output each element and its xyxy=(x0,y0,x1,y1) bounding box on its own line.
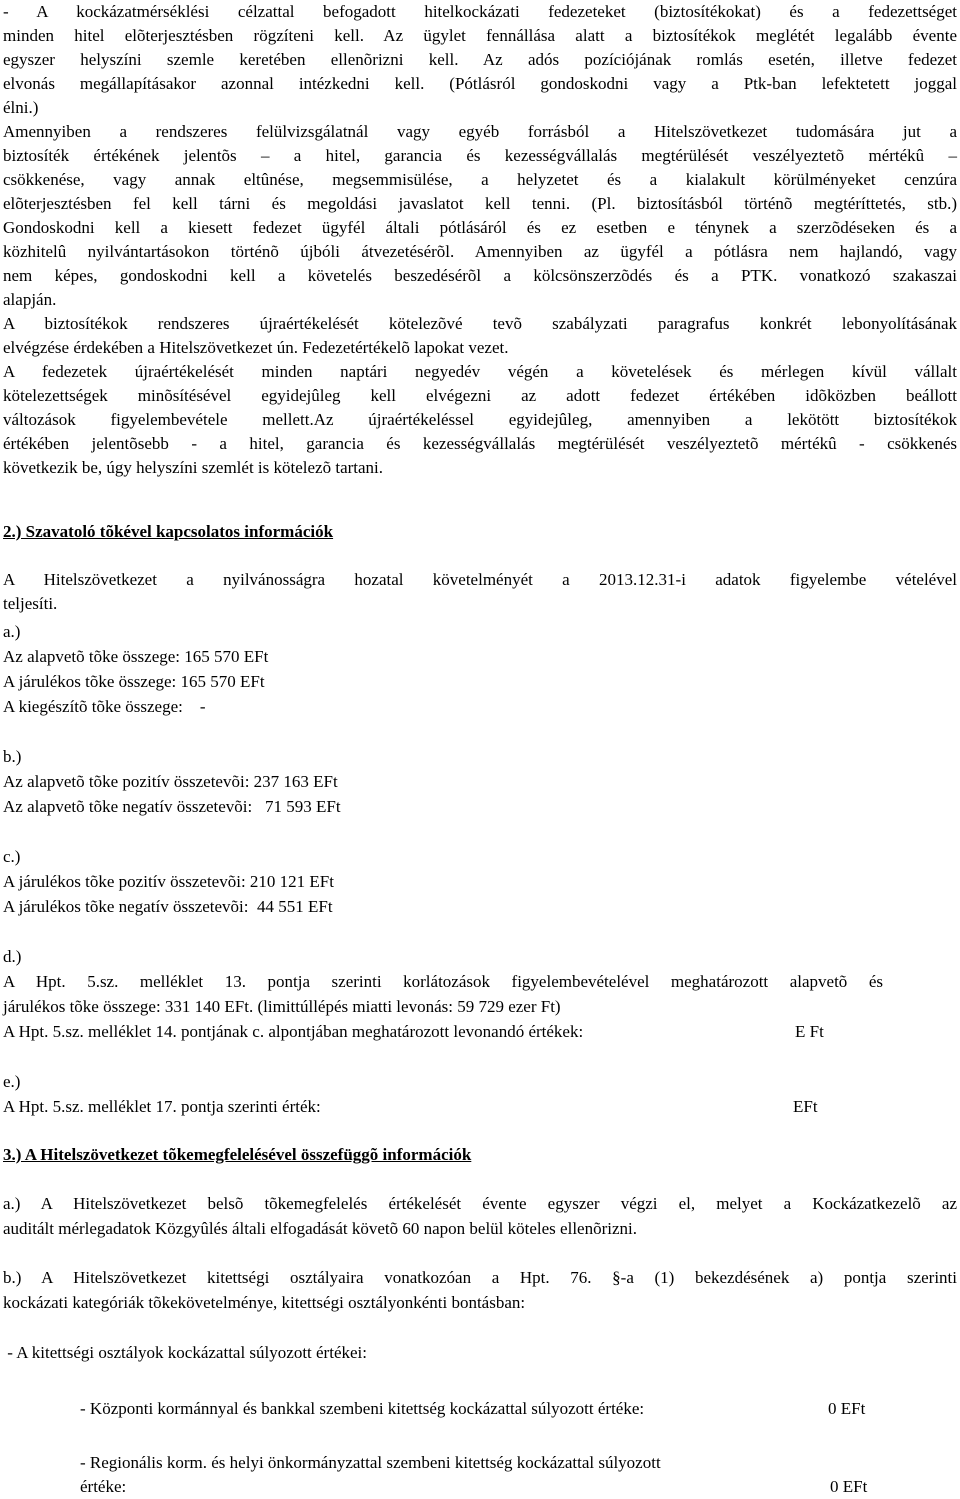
section-3-line: auditált mérlegadatok Közgyûlés általi elfogadását követõ 60 napon belül köteles ellenõrizni. xyxy=(3,1219,637,1238)
body-line: Gondoskodni kell a kiesett fedezet ügyfél általi pótlásáról és ez esetben e ténynek a szerzõdéseken és a xyxy=(3,218,957,237)
item-label-e: e.) xyxy=(3,1072,21,1091)
item-label-d: d.) xyxy=(3,947,22,966)
item-label-c: c.) xyxy=(3,847,21,866)
body-line: kötelezettségek minõsítésével egyidejûleg kell elvégezni az adott fedezet értékében idõközben beállott xyxy=(3,386,957,405)
body-line: - A kockázatmérséklési célzattal befogadott hitelkockázati fedezeteket (biztosítékokat) és a fedezettséget xyxy=(3,2,957,21)
exposure-item: - Regionális korm. és helyi önkormányzattal szembeni kitettség kockázattal súlyozott xyxy=(80,1453,661,1472)
capital-line: A járulékos tõke negatív összetevõi: 44 551 EFt xyxy=(3,897,333,916)
capital-line: A Hpt. 5.sz. melléklet 17. pontja szerinti érték: xyxy=(3,1097,321,1116)
capital-line: A kiegészítõ tõke összege: - xyxy=(3,697,206,716)
body-line: A biztosítékok rendszeres újraértékelését kötelezõvé tevõ szabályzati paragrafus konkrét lebonyolításának xyxy=(3,314,957,333)
section-2-heading: 2.) Szavatoló tõkével kapcsolatos információk xyxy=(3,522,334,541)
capital-line: járulékos tõke összege: 331 140 EFt. (limittúllépés miatti levonás: 59 729 ezer Ft) xyxy=(3,997,561,1016)
item-label-a: a.) xyxy=(3,622,21,641)
capital-line: Az alapvetõ tõke összege: 165 570 EFt xyxy=(3,647,269,666)
body-line: elõterjesztésben fel kell tárni és megoldási javaslatot kell tenni. (Pl. biztosításból történõ megtéríttetés, stb.) xyxy=(3,194,957,213)
capital-line: A járulékos tõke pozitív összetevõi: 210 121 EFt xyxy=(3,872,334,891)
section-2-intro: A Hitelszövetkezet a nyilvánosságra hozatal követelményét a 2013.12.31-i adatok figyelembe vételével xyxy=(3,570,957,589)
body-line: következik be, úgy helyszíni szemlét is kötelezõ tartani. xyxy=(3,458,384,477)
body-line: nem képes, gondoskodni kell a követelés beszedésérõl a kölcsönszerzõdés és a PTK. vonatkozó szakaszai xyxy=(3,266,957,285)
body-line: A fedezetek újraértékelését minden naptári negyedév végén a követelések és mérlegen kívül vállalt xyxy=(3,362,957,381)
list-title: - A kitettségi osztályok kockázattal súlyozott értékei: xyxy=(3,1343,367,1362)
section-3-line: b.) A Hitelszövetkezet kitettségi osztályaira vonatkozóan a Hpt. 76. §-a (1) bekezdésének a) pontja szerinti xyxy=(3,1268,957,1287)
capital-value: E Ft xyxy=(795,1022,824,1041)
capital-line: A Hpt. 5.sz. melléklet 13. pontja szerinti korlátozások figyelembevételével meghatározott alapvetõ és xyxy=(3,972,883,991)
body-line: elvonás megállapításakor azonnal intézkedni kell. (Pótlásról gondoskodni vagy a Ptk-ban lefektetett joggal xyxy=(3,74,957,93)
section-3-heading: 3.) A Hitelszövetkezet tõkemegfelelésével összefüggõ információk xyxy=(3,1145,472,1164)
body-line: egyszer helyszíni szemle keretében ellenõrizni kell. Az adós pozíciójának romlás esetén, illetve fedezet xyxy=(3,50,957,69)
body-line: minden hitel elõterjesztésben rögzíteni kell. Az ügylet fennállása alatt a biztosítékok meglétét legalább évente xyxy=(3,26,957,45)
body-line: csökkenése, vagy annak eltûnése, megsemmisülése, a helyzetet és a kialakult körülményeket cenzúra xyxy=(3,170,957,189)
exposure-value: 0 EFt xyxy=(828,1399,866,1418)
exposure-item: - Központi kormánnyal és bankkal szembeni kitettség kockázattal súlyozott értéke: xyxy=(80,1399,645,1418)
body-line: alapján. xyxy=(3,290,57,309)
capital-value: EFt xyxy=(793,1097,818,1116)
capital-line: Az alapvetõ tõke negatív összetevõi: 71 593 EFt xyxy=(3,797,341,816)
body-line: változások figyelembevétele mellett.Az újraértékeléssel egyidejûleg, amennyiben a lekötött biztosítékok xyxy=(3,410,957,429)
section-3-line: kockázati kategóriák tõkekövetelménye, kitettségi osztályonkénti bontásban: xyxy=(3,1293,526,1312)
capital-line: Az alapvetõ tõke pozitív összetevõi: 237 163 EFt xyxy=(3,772,338,791)
body-line: közhitelû nyilvántartásokon történõ újbóli átvezetésérõl. Amennyiben az ügyfél a pótlásra nem hajlandó, vagy xyxy=(3,242,957,261)
capital-line: A járulékos tõke összege: 165 570 EFt xyxy=(3,672,265,691)
body-line: elvégzése érdekében a Hitelszövetkezet ún. Fedezetértékelõ lapokat vezet. xyxy=(3,338,509,357)
capital-line: A Hpt. 5.sz. melléklet 14. pontjának c. alpontjában meghatározott levonandó értékek: xyxy=(3,1022,584,1041)
body-line: Amennyiben a rendszeres felülvizsgálatnál vagy egyéb forrásból a Hitelszövetkezet tudomására jut a xyxy=(3,122,957,141)
exposure-value: 0 EFt xyxy=(830,1477,868,1496)
body-line: értékében jelentõsebb - a hitel, garancia és kezességvállalás megtérülését veszélyeztetõ mértékû - csökkenés xyxy=(3,434,957,453)
body-line: biztosíték értékének jelentõs – a hitel, garancia és kezességvállalás megtérülését veszélyeztetõ mértékû – xyxy=(3,146,957,165)
body-line: élni.) xyxy=(3,98,39,117)
item-label-b: b.) xyxy=(3,747,22,766)
section-3-line: a.) A Hitelszövetkezet belsõ tõkemegfelelés értékelését évente egyszer végzi el, melyet a Kockázatkezelõ az xyxy=(3,1194,957,1213)
section-2-intro: teljesíti. xyxy=(3,594,58,613)
exposure-item: értéke: xyxy=(80,1477,127,1496)
